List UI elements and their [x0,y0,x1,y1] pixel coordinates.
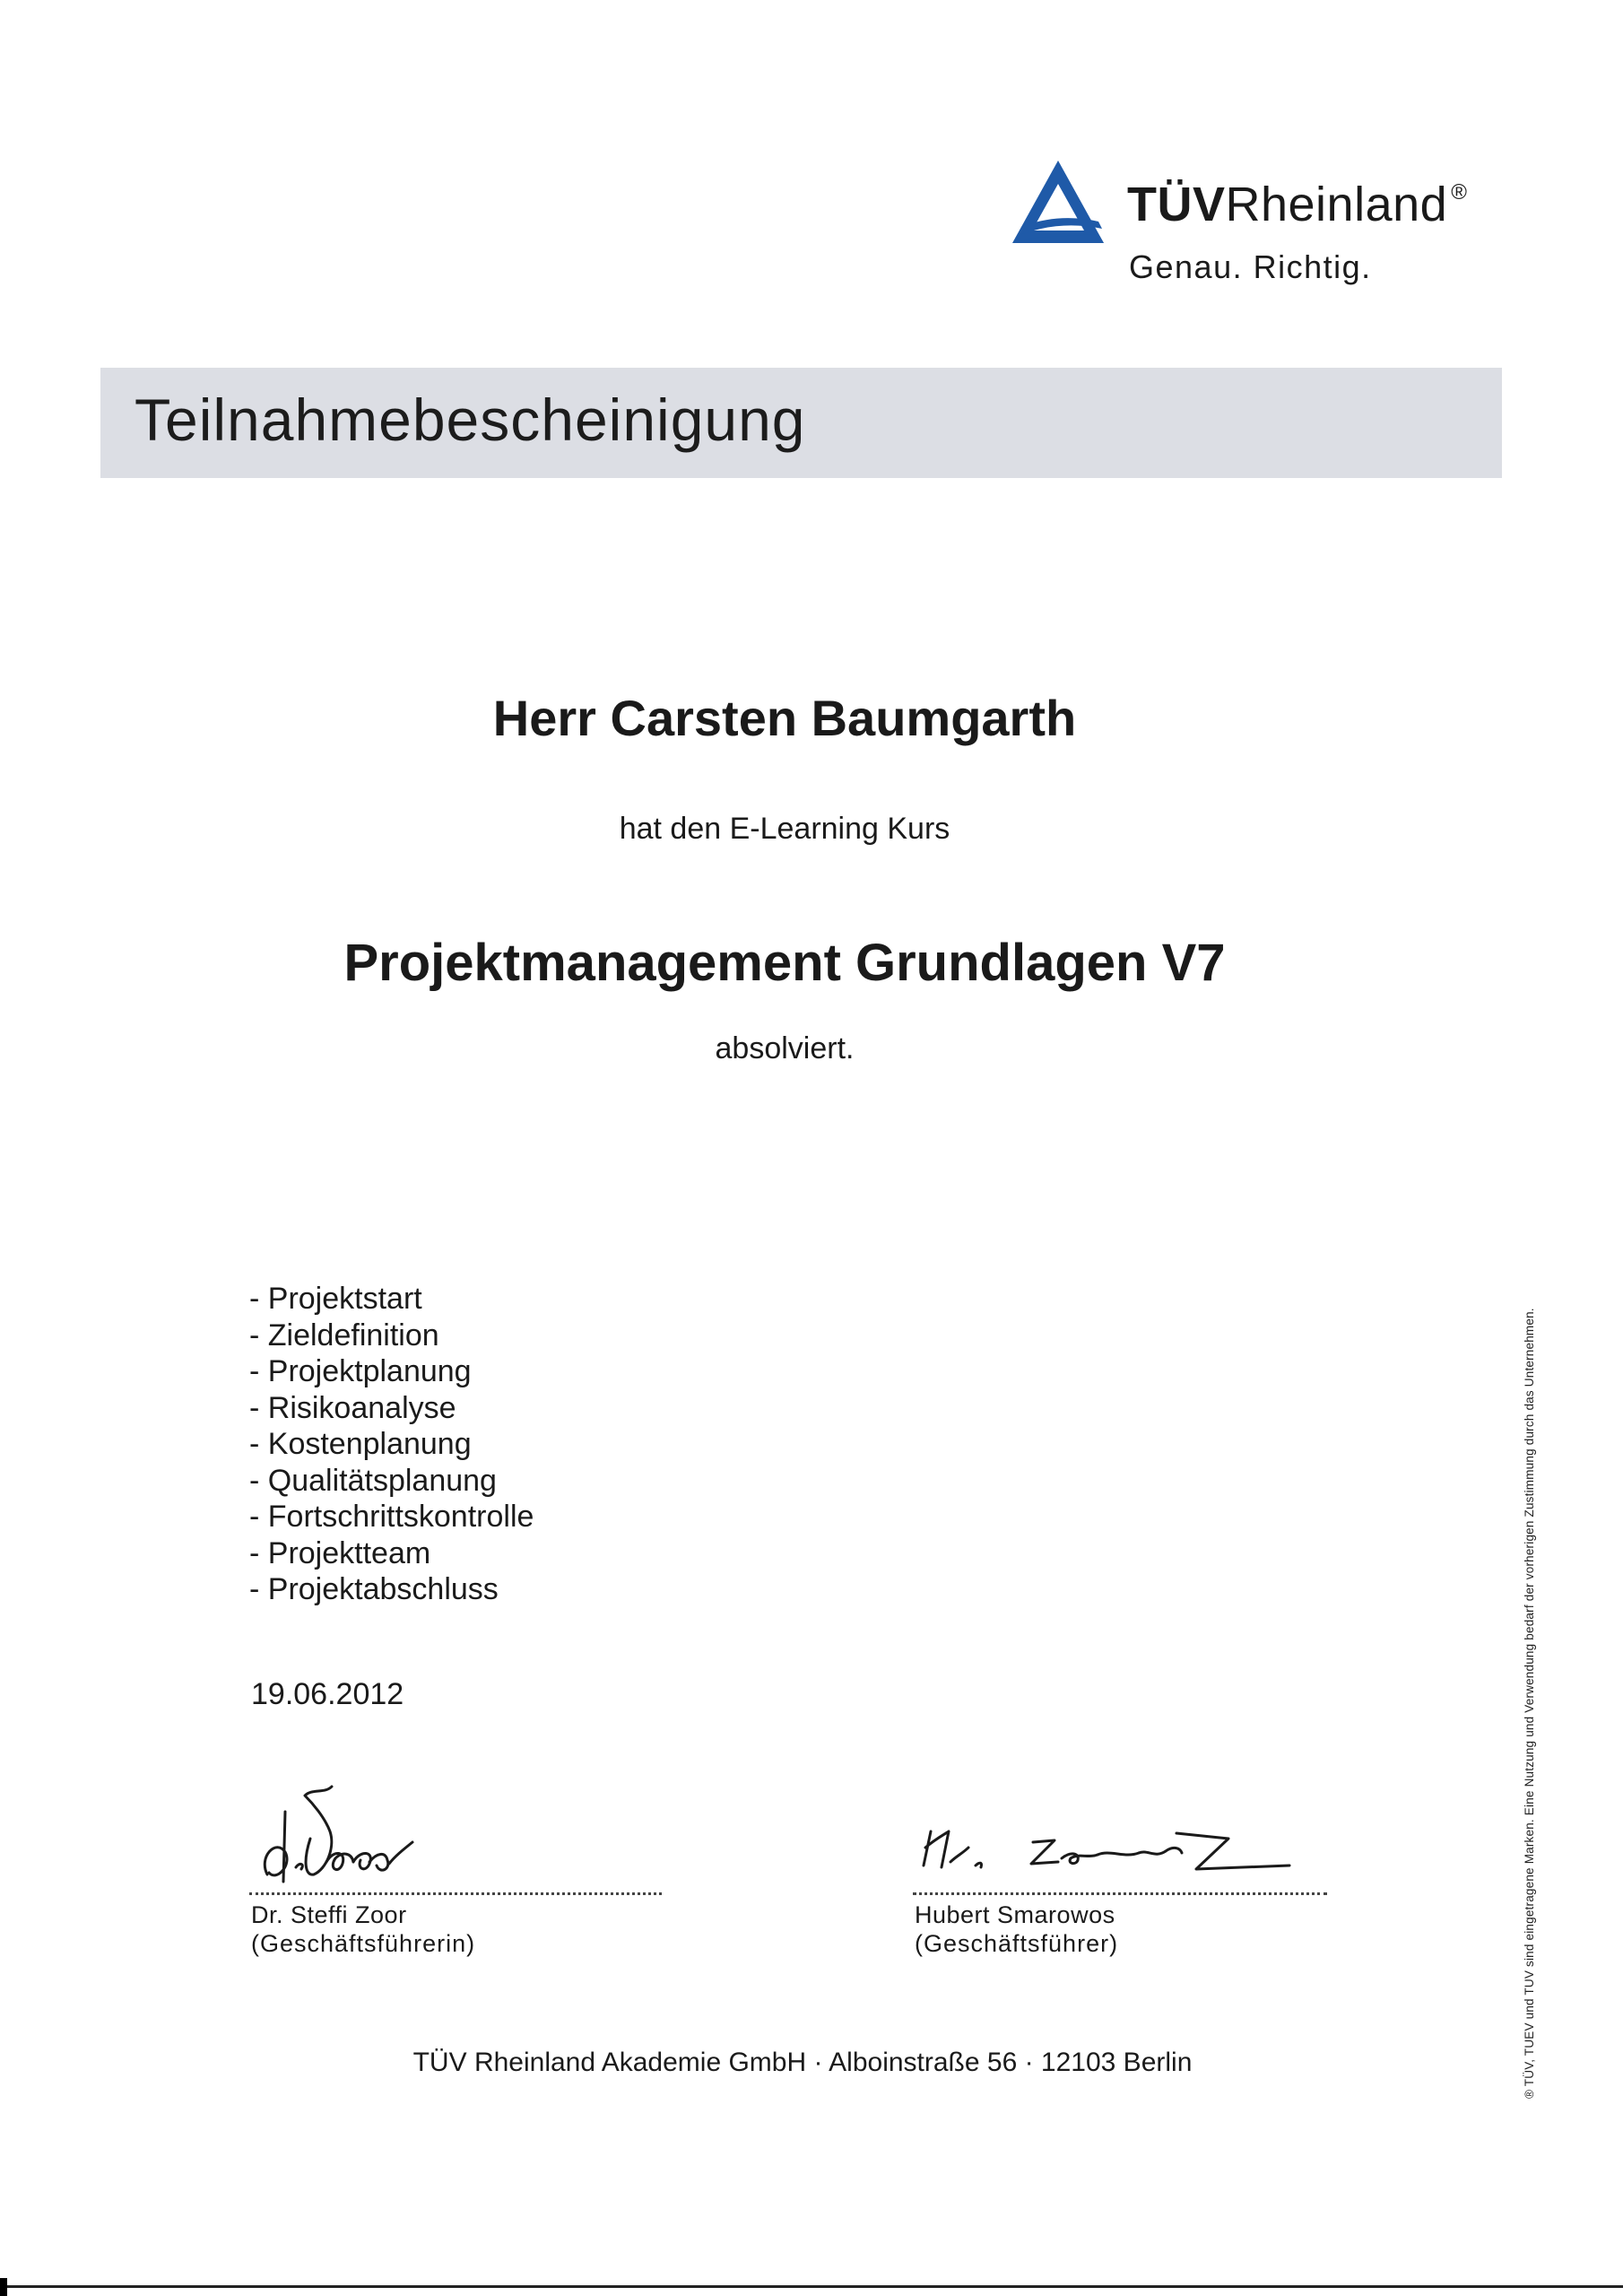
course-title: Projektmanagement Grundlagen V7 [343,934,1226,992]
list-item: - Fortschrittskontrolle [249,1500,534,1534]
list-item: - Projektteam [249,1535,431,1570]
signature-line [249,1892,662,1895]
issue-date: 19.06.2012 [251,1677,404,1711]
list-item: - Projektplanung [249,1354,472,1388]
list-item: - Kostenplanung [249,1427,472,1461]
logo-name-regular: Rheinland [1225,178,1448,231]
signature-line [913,1892,1327,1895]
list-item: - Projektabschluss [249,1572,499,1606]
signature-left [249,1776,662,1891]
title-band [100,368,1502,478]
logo-wordmark [1127,177,1467,232]
list-item: - Zieldefinition [249,1318,439,1352]
tuv-triangle-icon [1009,157,1107,247]
logo-tagline: Genau. Richtig. [1129,248,1372,285]
logo-registered-mark: ® [1451,180,1468,204]
page-title: Teilnahmebescheinigung [135,387,806,453]
outro-text: absolviert. [715,1031,855,1065]
topic-list [249,1281,534,1608]
tuv-rheinland-logo [1009,157,1511,300]
signatory-role: (Geschäftsführerin) [251,1930,476,1957]
footer-address: TÜV Rheinland Akademie GmbH · Alboinstraße 56 · 12103 Berlin [412,2048,1193,2077]
list-item: - Risikoanalyse [249,1390,456,1425]
list-item: - Qualitätsplanung [249,1463,497,1498]
scan-edge-mark [0,2278,7,2296]
trademark-note: ® TÜV, TUEV und TUV sind eingetragene Marken. Eine Nutzung und Verwendung bedarf der vorherigen Zustimmung durch das Unternehmen. [1523,1308,1536,2099]
signatory-role: (Geschäftsführer) [915,1930,1119,1957]
signature-right [913,1776,1327,1891]
intro-text: hat den E-Learning Kurs [619,812,950,846]
signatory-name: Hubert Smarowos [915,1901,1115,1928]
list-item: - Projektstart [249,1282,422,1316]
scan-edge-line [0,2285,1623,2288]
logo-name-bold: TÜV [1127,178,1226,231]
signatory-name: Dr. Steffi Zoor [251,1901,407,1928]
recipient-name: Herr Carsten Baumgarth [492,690,1077,746]
